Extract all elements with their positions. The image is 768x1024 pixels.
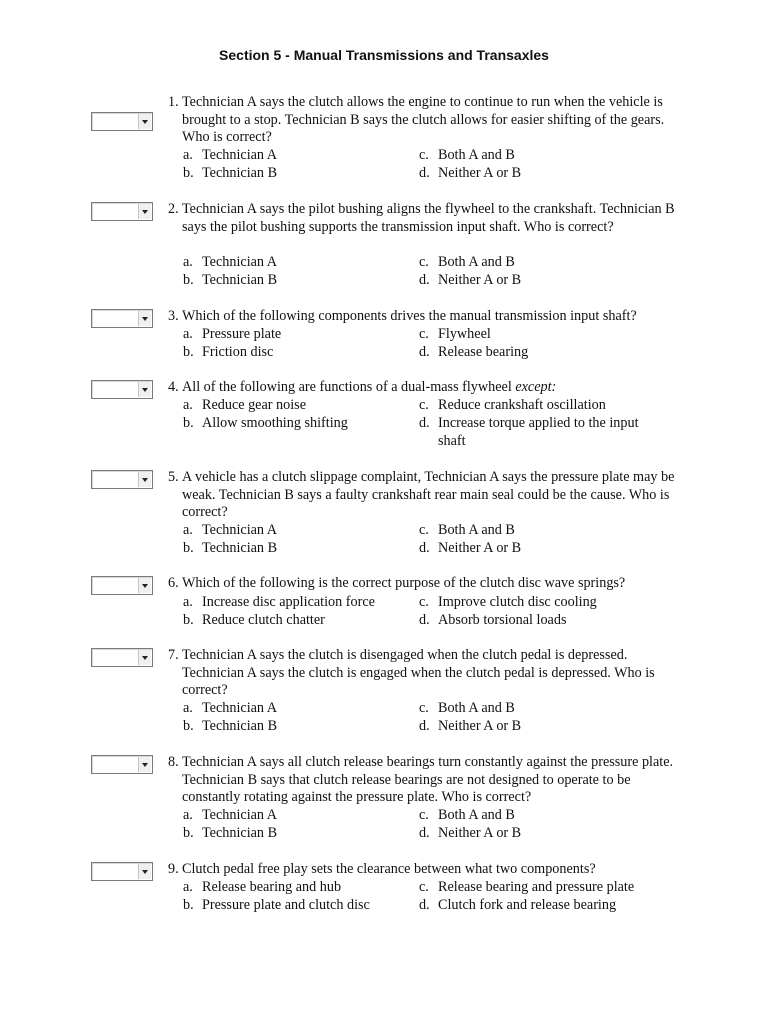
answer-select-9[interactable]: [91, 862, 153, 881]
choice-text: Both A and B: [438, 700, 515, 716]
answer-select-2[interactable]: [91, 202, 153, 221]
question-number: 9.: [168, 861, 179, 877]
choice-letter: c.: [419, 397, 429, 413]
choice-text: Increase torque applied to the input shaft: [438, 415, 639, 449]
chevron-down-icon: [142, 478, 148, 482]
choice-letter: a.: [183, 254, 193, 270]
choice-letter: a.: [183, 147, 193, 163]
dropdown-button[interactable]: [138, 757, 151, 772]
dropdown-button[interactable]: [138, 578, 151, 593]
choice-text: Release bearing and hub: [202, 879, 342, 895]
choice-text: Absorb torsional loads: [438, 612, 567, 628]
chevron-down-icon: [142, 763, 148, 767]
chevron-down-icon: [142, 120, 148, 124]
choice-text: Technician B: [202, 718, 278, 734]
question-number: 5.: [168, 469, 179, 485]
choice-text: Both A and B: [438, 807, 515, 823]
answer-select-4[interactable]: [91, 380, 153, 399]
choice-letter: b.: [183, 612, 194, 628]
question-text-emphasis: except:: [515, 379, 557, 395]
choice-letter: b.: [183, 344, 194, 360]
choice-text: Improve clutch disc cooling: [438, 594, 597, 610]
choice-letter: d.: [419, 540, 430, 556]
choice-text: Reduce gear noise: [202, 397, 306, 413]
question-number: 6.: [168, 575, 179, 591]
choice-text: Increase disc application force: [202, 594, 375, 610]
dropdown-button[interactable]: [138, 204, 151, 219]
choice-letter: d.: [419, 344, 430, 360]
choice-letter: c.: [419, 326, 429, 342]
choice-text: Reduce clutch chatter: [202, 612, 325, 628]
choice-letter: c.: [419, 879, 429, 895]
choice-letter: d.: [419, 897, 430, 913]
dropdown-button[interactable]: [138, 311, 151, 326]
choice-letter: d.: [419, 825, 430, 841]
question-number: 4.: [168, 379, 179, 395]
choice-text: Release bearing and pressure plate: [438, 879, 635, 895]
choice-text: Technician B: [202, 540, 278, 556]
choice-text: Neither A or B: [438, 272, 522, 288]
question-text: Technician A says the clutch is disengaged when the clutch pedal is depressed. Technician A says the clutch is engaged when the clutch pedal is depressed. Who is correct?: [182, 647, 655, 699]
answer-select-1[interactable]: [91, 112, 153, 131]
chevron-down-icon: [142, 388, 148, 392]
choice-letter: d.: [419, 415, 430, 431]
question-text: Clutch pedal free play sets the clearance between what two components?: [182, 861, 596, 877]
question-text: Which of the following is the correct purpose of the clutch disc wave springs?: [182, 575, 626, 591]
choice-text: Pressure plate: [202, 326, 282, 342]
choice-text: Allow smoothing shifting: [202, 415, 348, 431]
choice-text: Both A and B: [438, 522, 515, 538]
choice-letter: b.: [183, 540, 194, 556]
choice-letter: c.: [419, 254, 429, 270]
choice-text: Clutch fork and release bearing: [438, 897, 617, 913]
choice-text: Technician A: [202, 522, 278, 538]
question-number: 2.: [168, 201, 179, 217]
question-number: 8.: [168, 754, 179, 770]
choice-text: Flywheel: [438, 326, 491, 342]
choice-text: Both A and B: [438, 147, 515, 163]
choice-letter: d.: [419, 272, 430, 288]
choice-text: Technician A: [202, 807, 278, 823]
question-text: [182, 379, 678, 397]
question-number: 3.: [168, 308, 179, 324]
dropdown-button[interactable]: [138, 114, 151, 129]
choice-text: Technician A: [202, 147, 278, 163]
dropdown-button[interactable]: [138, 382, 151, 397]
chevron-down-icon: [142, 584, 148, 588]
choice-letter: c.: [419, 147, 429, 163]
question-text: A vehicle has a clutch slippage complaint, Technician A says the pressure plate may be weak. Technician B says a faulty crankshaft rear main seal could be the cause. Who is correct?: [182, 469, 675, 521]
question-text-main: All of the following are functions of a dual-mass flywheel: [182, 379, 516, 395]
choice-text: Neither A or B: [438, 718, 522, 734]
choice-letter: a.: [183, 594, 193, 610]
choice-letter: d.: [419, 165, 430, 181]
dropdown-button[interactable]: [138, 650, 151, 665]
choice-letter: b.: [183, 272, 194, 288]
choice-text: Reduce crankshaft oscillation: [438, 397, 606, 413]
question-number: 7.: [168, 647, 179, 663]
choice-letter: b.: [183, 718, 194, 734]
choice-letter: a.: [183, 700, 193, 716]
choice-text: Pressure plate and clutch disc: [202, 897, 370, 913]
question-text: Which of the following components drives the manual transmission input shaft?: [182, 308, 637, 324]
choice-text: Technician A: [202, 254, 278, 270]
choice-letter: a.: [183, 326, 193, 342]
dropdown-button[interactable]: [138, 472, 151, 487]
choice-text: Technician B: [202, 272, 278, 288]
choice-text: Friction disc: [202, 344, 274, 360]
question-number: 1.: [168, 94, 179, 110]
choice-letter: a.: [183, 807, 193, 823]
choice-text: Technician B: [202, 165, 278, 181]
choice-text: Technician B: [202, 825, 278, 841]
answer-select-3[interactable]: [91, 309, 153, 328]
choice-letter: d.: [419, 612, 430, 628]
choice-letter: c.: [419, 522, 429, 538]
choice-letter: b.: [183, 825, 194, 841]
chevron-down-icon: [142, 870, 148, 874]
choice-text: Neither A or B: [438, 825, 522, 841]
choice-letter: b.: [183, 415, 194, 431]
choice-letter: a.: [183, 522, 193, 538]
answer-select-6[interactable]: [91, 576, 153, 595]
chevron-down-icon: [142, 656, 148, 660]
chevron-down-icon: [142, 210, 148, 214]
choice-letter: a.: [183, 397, 193, 413]
choice-letter: d.: [419, 718, 430, 734]
choice-text: Release bearing: [438, 344, 529, 360]
choice-letter: c.: [419, 594, 429, 610]
choice-text: Neither A or B: [438, 540, 522, 556]
choice-text: Neither A or B: [438, 165, 522, 181]
choice-letter: a.: [183, 879, 193, 895]
choice-letter: c.: [419, 700, 429, 716]
page-title: Section 5 - Manual Transmissions and Transaxles: [219, 47, 549, 63]
choice-text: Both A and B: [438, 254, 515, 270]
answer-select-5[interactable]: [91, 470, 153, 489]
question-text: Technician A says all clutch release bearings turn constantly against the pressure plate. Technician B says that clutch release bearings are not designed to operate to be constantly rotating against the pressure plate. Who is correct?: [182, 754, 674, 806]
dropdown-button[interactable]: [138, 864, 151, 879]
question-text: Technician A says the clutch allows the engine to continue to run when the vehicle is brought to a stop. Technician B says the clutch allows for easier shifting of the gears. Who is correct?: [182, 94, 665, 146]
answer-select-7[interactable]: [91, 648, 153, 667]
question-text: Technician A says the pilot bushing aligns the flywheel to the crankshaft. Technician B says the pilot bushing supports the transmission input shaft. Who is correct?: [182, 201, 675, 235]
choice-letter: b.: [183, 897, 194, 913]
choice-letter: c.: [419, 807, 429, 823]
choice-letter: b.: [183, 165, 194, 181]
answer-select-8[interactable]: [91, 755, 153, 774]
choice-text: Technician A: [202, 700, 278, 716]
chevron-down-icon: [142, 317, 148, 321]
